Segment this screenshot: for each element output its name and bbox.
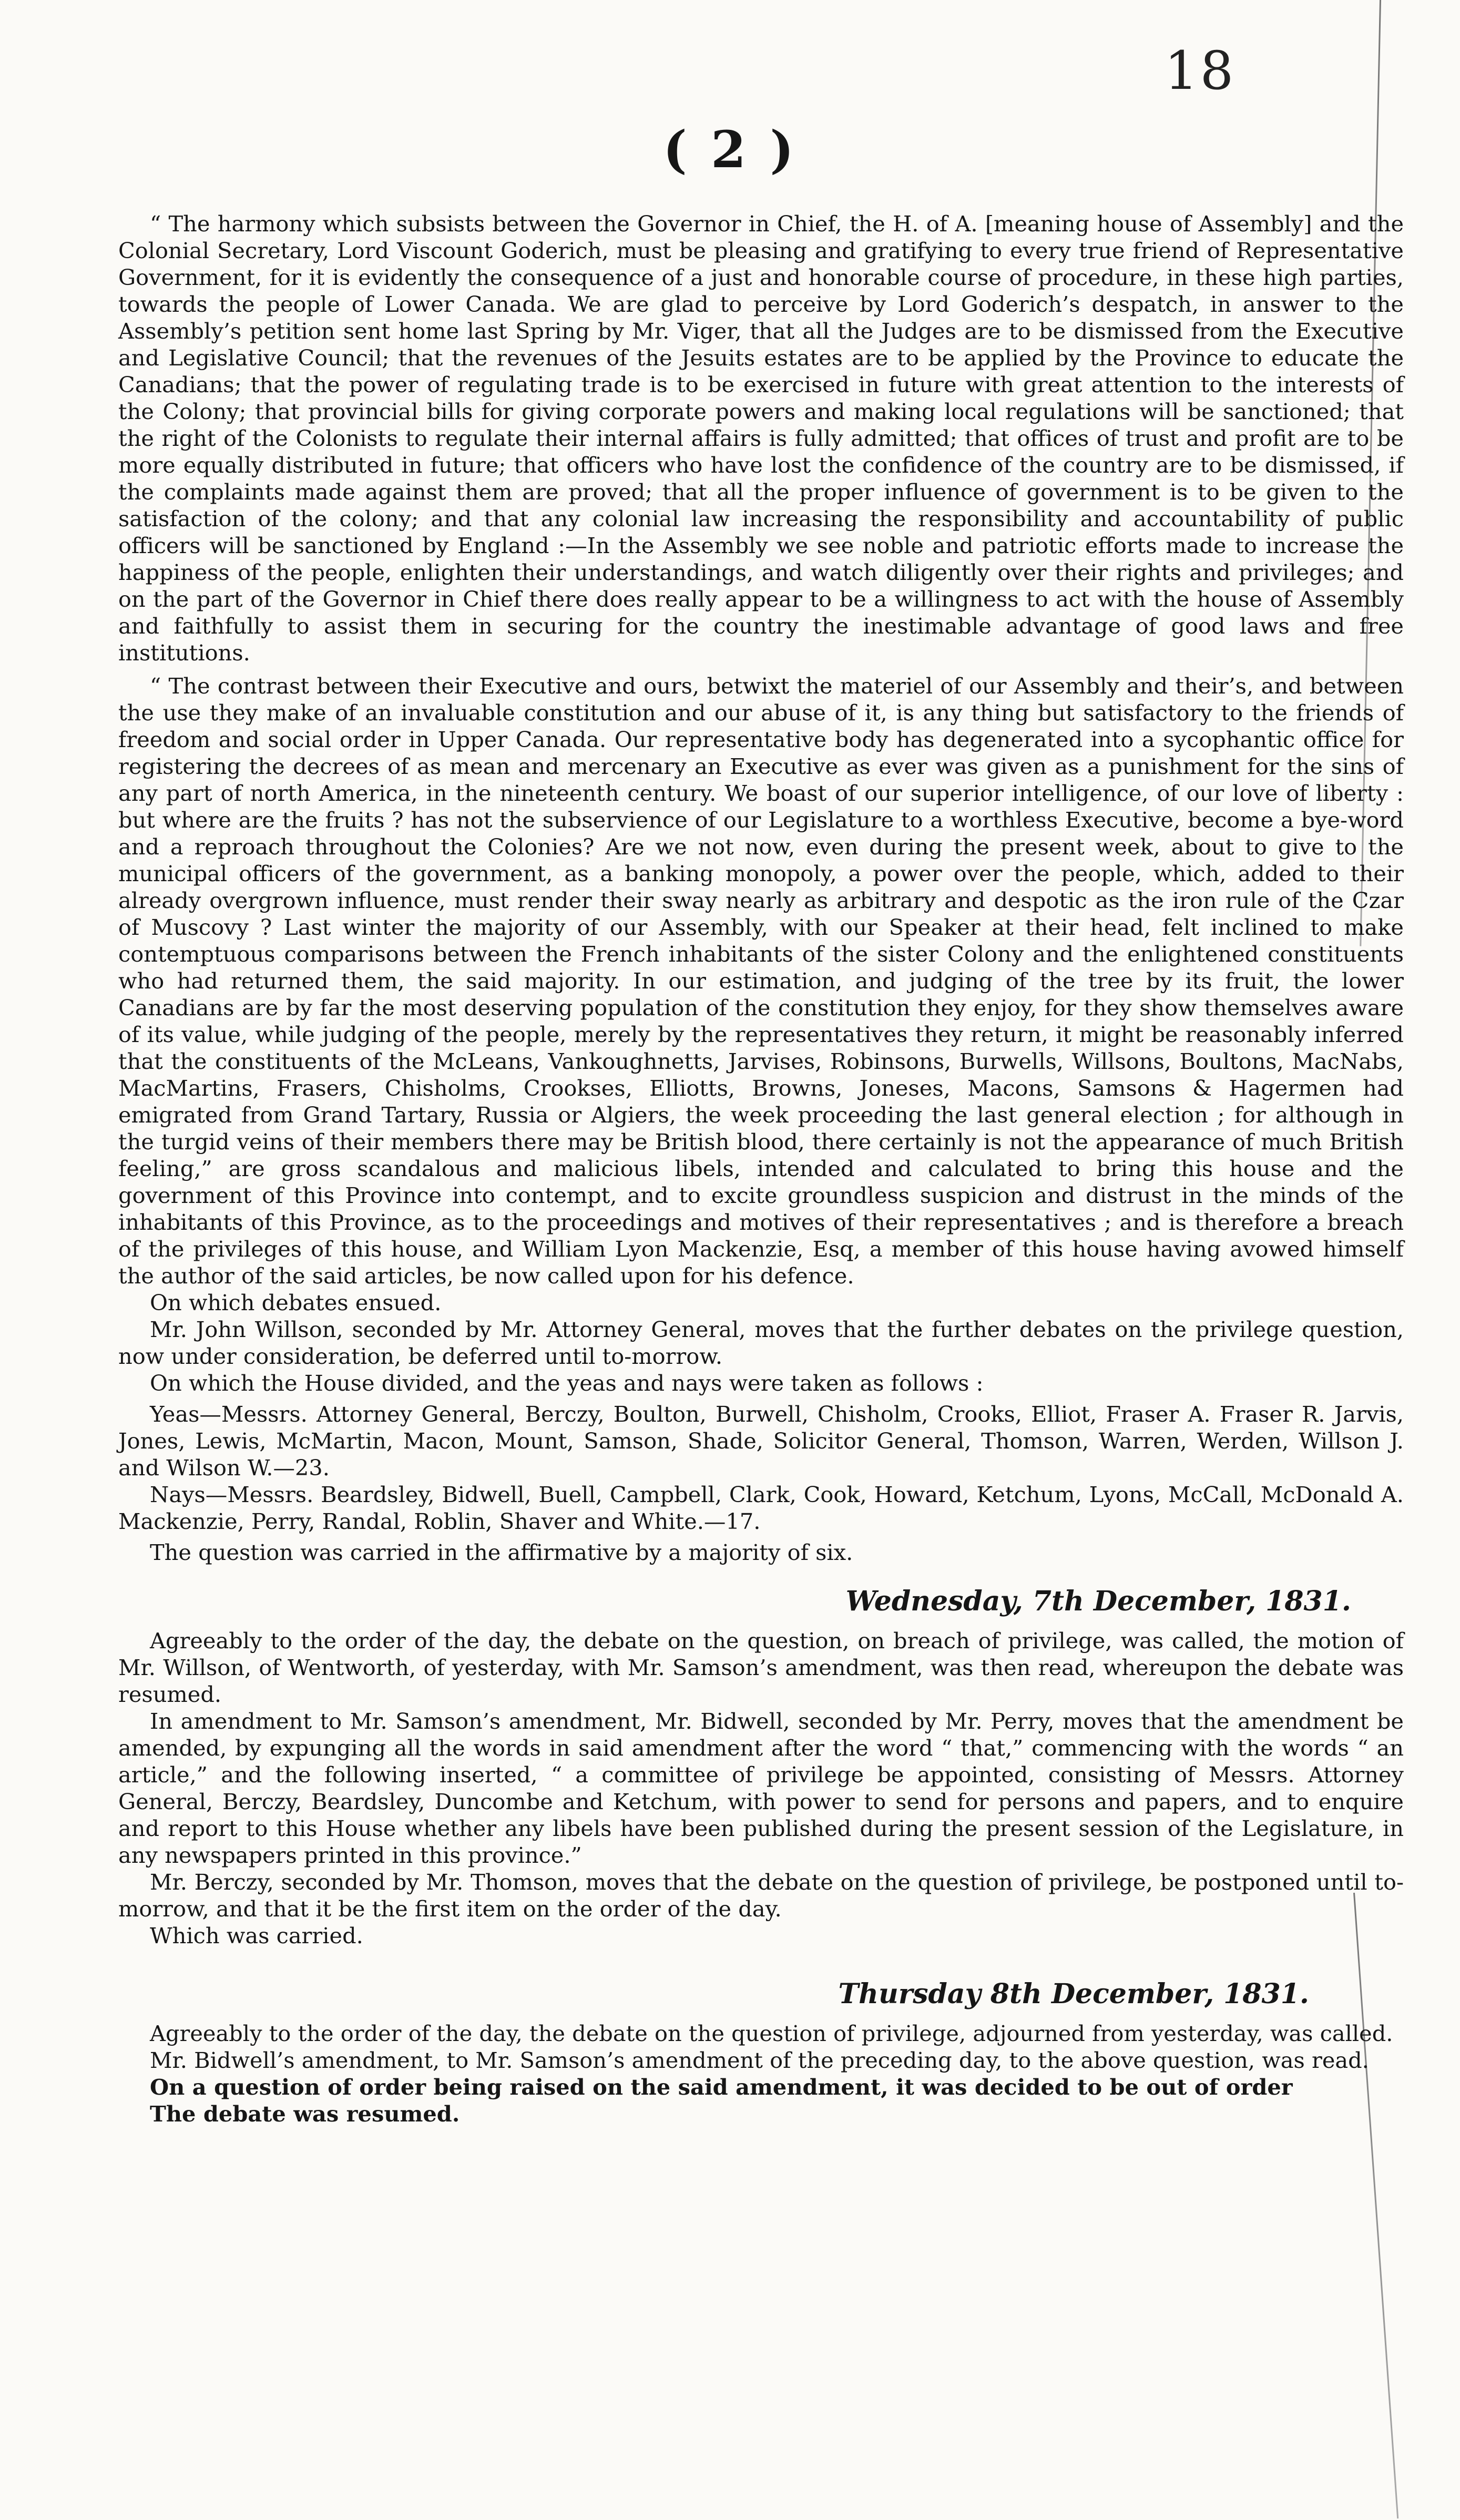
page-number: ( 2 )	[663, 120, 797, 179]
paragraph-willson-motion: Mr. John Willson, seconded by Mr. Attorney General, moves that the further debates on the privilege question, now under consideration, be deferred until to-morrow.	[118, 1317, 1404, 1369]
quote-paragraph: “ The contrast between their Executive and ours, betwixt the materiel of our Assembly and their’s, and between the use they make of an invaluable constitution and our abuse of it, is any thing but satisfactory to the friends of freedom and social order in Upper Canada. Our representative body has degenerated into a sycophantic office for registering the decrees of as mean and mercenary an Executive as ever was given as a punishment for the sins of any part of north America, in the nineteenth century. We boast of our superior intelligence, of our love of liberty : but where are the fruits ? has not the subservience of our Legislature to a worthless Executive, become a bye-word and a reproach throughout the Colonies? Are we not now, even during the present week, about to give to the municipal officers of the government, as a banking monopoly, a power over the people, which, added to their already overgrown influence, must render their sway nearly as arbitrary and despotic as the iron rule of the Czar of Muscovy ? Last winter the majority of our Assembly, with our Speaker at their head, felt inclined to make contemptuous comparisons between the French inhabitants of the sister Colony and the enlightened constituents who had returned them, the said majority. In our estimation, and judging of the tree by its fruit, the lower Canadians are by far the most deserving population of the constitution they enjoy, for they show themselves aware of its value, while judging of the people, merely by the representatives they return, it might be reasonably inferred that the constituents of the McLeans, Vankoughnetts, Jarvises, Robinsons, Burwells, Willsons, Boultons, MacNabs, MacMartins, Frasers, Chisholms, Crookses, Elliotts, Browns, Joneses, Macons, Samsons & Hagermen had emigrated from Grand Tartary, Russia or Algiers, the week proceeding the last general election ; for although in the turgid veins of their members there may be British blood, there certainly is not the appearance of much British feeling,” are gross scandalous and malicious libels, intended and calculated to bring this house and the government of this Province into contempt, and to excite groundless suspicion and distrust in the minds of the inhabitants of this Province, as to the proceedings and motives of their representatives ; and is therefore a breach of the privileges of this house, and William Lyon Mackenzie, Esq, a member of this house having avowed himself the author of the said articles, be now called upon for his defence.	[118, 673, 1404, 1289]
paragraph-resumed: The debate was resumed.	[150, 2101, 460, 2127]
paragraph-which-carried: Which was carried.	[150, 1923, 363, 1948]
paragraph-divided: On which the House divided, and the yeas and nays were taken as follows :	[150, 1370, 984, 1396]
paragraph-agreeably-1: Agreeably to the order of the day, the debate on the question, on breach of privilege, was called, the motion of Mr. Willson, of Wentworth, of yesterday, with Mr. Samson’s amendment, was then read, whereupon the debate was resumed.	[118, 1628, 1404, 1707]
paragraph-amendment: In amendment to Mr. Samson’s amendment, Mr. Bidwell, seconded by Mr. Perry, moves that the amendment be amended, by expunging all the words in said amendment after the word “ that,” commencing with the words “ an article,” and the following inserted, “ a committee of privilege be appointed, consisting of Messrs. Attorney General, Berczy, Beardsley, Duncombe and Ketchum, with power to send for persons and papers, and to enquire and report to this House whether any libels have been published during the present session of the Legislature, in any newspapers printed in this province.”	[118, 1708, 1404, 1868]
paragraph-agreeably-2: Agreeably to the order of the day, the debate on the question of privilege, adjourned from yesterday, was called.	[150, 2021, 1393, 2046]
paragraph-debates: On which debates ensued.	[150, 1290, 442, 1315]
vote-record	[118, 1401, 1404, 1535]
yeas-list: Yeas—Messrs. Attorney General, Berczy, Boulton, Burwell, Chisholm, Crooks, Elliot, Fraser A. Fraser R. Jarvis, Jones, Lewis, McMartin, Macon, Mount, Samson, Shade, Solicitor General, Thomson, Warren, Werden, Willson J. and Wilson W.—23.	[118, 1401, 1404, 1481]
quote-paragraph: “ The harmony which subsists between the Governor in Chief, the H. of A. [meaning house of Assembly] and the Colonial Secretary, Lord Viscount Goderich, must be pleasing and gratifying to every true friend of Representative Government, for it is evidently the consequence of a just and honorable course of procedure, in these high parties, towards the people of Lower Canada. We are glad to perceive by Lord Goderich’s despatch, in answer to the Assembly’s petition sent home last Spring by Mr. Viger, that all the Judges are to be dismissed from the Executive and Legislative Council; that the revenues of the Jesuits estates are to be applied by the Province to educate the Canadians; that the power of regulating trade is to be exercised in future with great attention to the interests of the Colony; that provincial bills for giving corporate powers and making local regulations will be sanctioned; that the right of the Colonists to regulate their internal affairs is fully admitted; that offices of trust and profit are to be more equally distributed in future; that officers who have lost the confidence of the country are to be dismissed, if the complaints made against them are proved; that all the proper influence of government is to be given to the satisfaction of the colony; and that any colonial law increasing the responsibility and accountability of public officers will be sanctioned by England :—In the Assembly we see noble and patriotic efforts made to increase the happiness of the people, enlighten their understandings, and watch diligently over their rights and privileges; and on the part of the Governor in Chief there does really appear to be a willingness to act with the house of Assembly and faithfully to assist them in securing for the country the inestimable advantage of good laws and free institutions.	[118, 211, 1404, 666]
date-heading-thursday: Thursday 8th December, 1831.	[838, 1978, 1309, 2010]
corner-page-number: 18	[1165, 40, 1236, 101]
paragraph-bidwell-read: Mr. Bidwell’s amendment, to Mr. Samson’s amendment of the preceding day, to the above question, was read.	[150, 2047, 1369, 2073]
paragraph-order: On a question of order being raised on the said amendment, it was decided to be out of order	[150, 2074, 1293, 2100]
quoted-article	[118, 210, 1404, 1289]
paragraph-carried-six: The question was carried in the affirmative by a majority of six.	[150, 1539, 853, 1565]
body-text	[118, 210, 1404, 2127]
date-heading-wednesday: Wednesday, 7th December, 1831.	[845, 1585, 1351, 1617]
paragraph-berczy: Mr. Berczy, seconded by Mr. Thomson, moves that the debate on the question of privilege, be postponed until to-morrow, and that it be the first item on the order of the day.	[118, 1869, 1404, 1922]
nays-list: Nays—Messrs. Beardsley, Bidwell, Buell, Campbell, Clark, Cook, Howard, Ketchum, Lyons, McCall, McDonald A. Mackenzie, Perry, Randal, Roblin, Shaver and White.—17.	[118, 1482, 1404, 1534]
